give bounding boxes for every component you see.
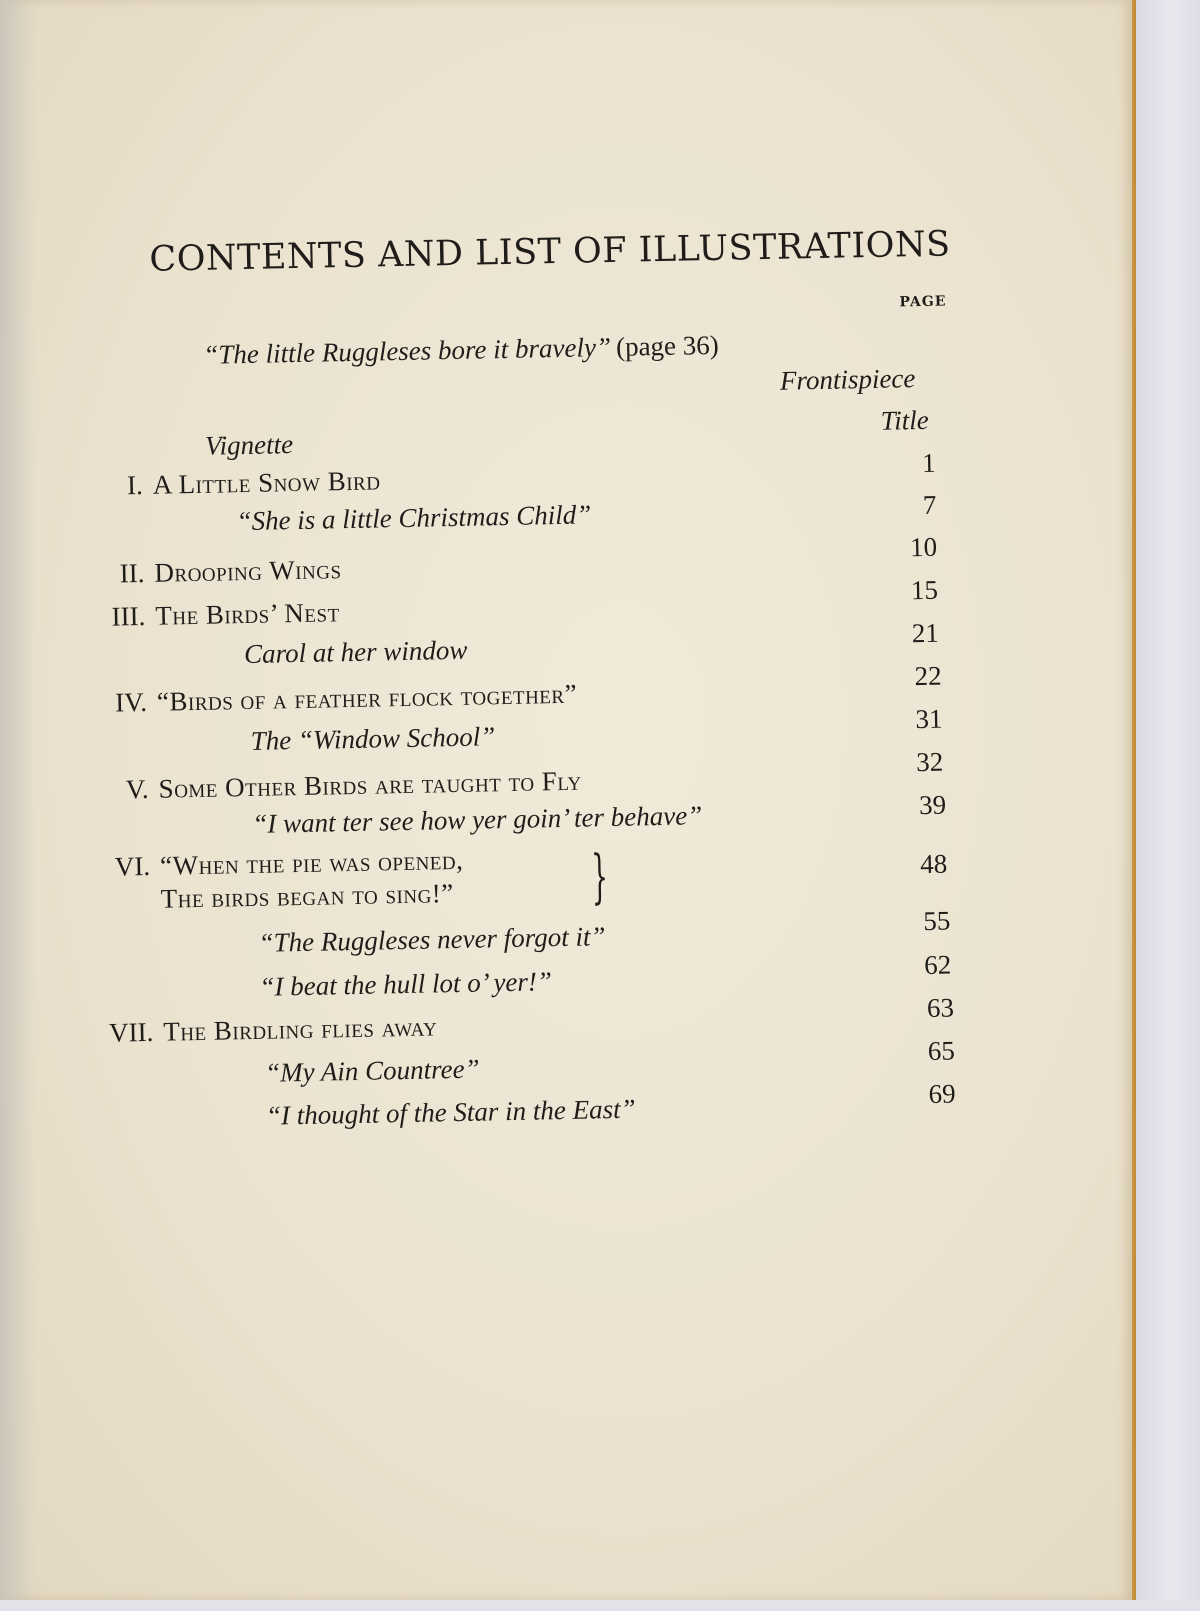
chapter-title-line: The birds began to sing!” [160, 878, 455, 914]
chapter-numeral: VII. [108, 1016, 154, 1048]
chapter-title: The Birdling flies away [163, 1011, 438, 1047]
page-column-label: PAGE [899, 293, 947, 311]
chapter-numeral: III. [111, 600, 146, 632]
entry-page: 22 [914, 660, 942, 692]
frontispiece-caption: “The little Ruggleses bore it bravely” [203, 331, 612, 370]
chapter-entry [98, 845, 464, 883]
entry-page: 7 [922, 489, 937, 520]
entry-page: 65 [927, 1035, 956, 1067]
chapter-entry [101, 1011, 438, 1048]
entry-page: 69 [928, 1078, 956, 1109]
chapter-numeral: VI. [114, 850, 151, 882]
illustration-caption: Carol at her window [243, 634, 468, 670]
page-title: CONTENTS AND LIST OF ILLUSTRATIONS [149, 224, 951, 280]
chapter-numeral: V. [125, 773, 149, 805]
entry-page: 55 [923, 905, 951, 937]
vignette-label: Vignette [204, 429, 294, 461]
entry-page: 31 [915, 703, 943, 735]
illustration-caption: “I beat the hull lot o’ yer!” [259, 966, 553, 1002]
chapter-entry [92, 554, 342, 590]
title-page-label: Title [880, 404, 929, 436]
chapter-entry [95, 679, 578, 719]
chapter-numeral: IV. [114, 686, 148, 718]
chapter-numeral: II. [119, 557, 145, 589]
illustration-caption: “I thought of the Star in the East” [265, 1093, 636, 1131]
entry-page: 15 [910, 574, 939, 606]
chapter-title: Some Other Birds are taught to Fly [158, 765, 582, 804]
chapter-numeral: I. [126, 469, 144, 501]
frontispiece-ref: (page 36) [615, 329, 719, 362]
chapter-title: Drooping Wings [154, 554, 342, 588]
entry-page: 10 [909, 531, 938, 563]
chapter-title: The Birds’ Nest [155, 597, 340, 631]
illustration-caption: “My Ain Countree” [264, 1053, 480, 1088]
entry-page: 63 [926, 992, 955, 1024]
entry-page: 39 [918, 789, 947, 821]
entry-page: 32 [915, 746, 944, 778]
chapter-title-line: “When the pie was opened, [159, 844, 464, 881]
illustration-caption: “She is a little Christmas Child” [236, 499, 592, 537]
chapter-entry [91, 465, 381, 502]
entry-page: 21 [911, 617, 940, 649]
entry-page: 48 [919, 848, 948, 880]
vignette-page: 1 [921, 447, 936, 479]
chapter-entry [96, 766, 582, 806]
chapter-entry [93, 597, 340, 633]
illustration-caption: “The Ruggleses never forgot it” [258, 921, 606, 958]
illustration-caption: The “Window School” [250, 721, 496, 756]
frontispiece-page: Frontispiece [779, 363, 916, 396]
illustration-caption: “I want ter see how yer goin’ ter behave” [252, 800, 703, 839]
frontispiece-entry [203, 330, 719, 371]
chapter-title: A Little Snow Bird [152, 465, 381, 500]
entry-page: 62 [923, 949, 952, 981]
brace-glyph: } [590, 842, 609, 911]
chapter-title: “Birds of a feather flock together” [156, 678, 578, 717]
